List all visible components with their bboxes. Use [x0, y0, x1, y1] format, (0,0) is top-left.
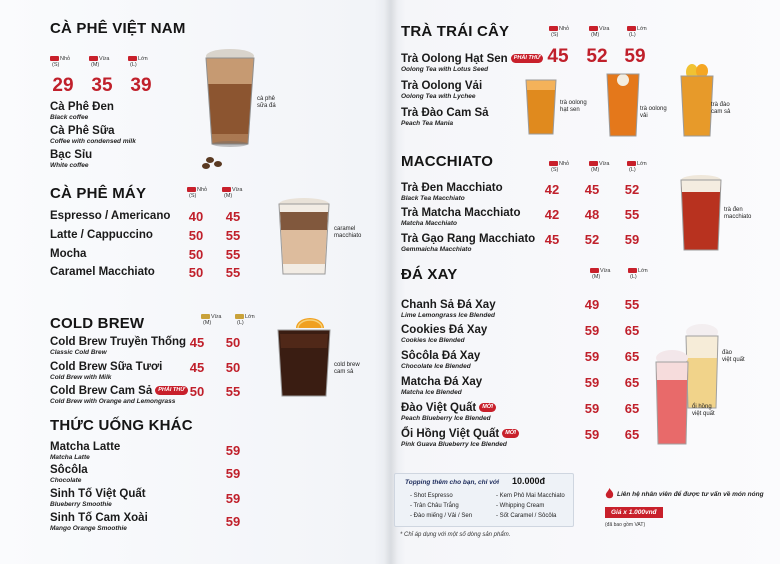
menu-item: Cà Phê Sữa Coffee with condensed milk: [50, 125, 136, 145]
price-m: 55: [225, 228, 241, 243]
menu-item: Cà Phê Đen Black coffee: [50, 101, 114, 121]
caption-tra-dao-cam-sa: trà đào cam sả: [711, 102, 731, 115]
footnote: * Chỉ áp dụng với một số dòng sản phẩm.: [400, 532, 511, 538]
price-l: 55: [624, 297, 640, 312]
size-header-m: Vừa (M): [592, 268, 611, 280]
topping-item: - Shot Espresso: [410, 493, 453, 499]
price: 59: [225, 443, 241, 458]
price-l: 59: [624, 46, 646, 67]
menu-item: Trà Matcha Macchiato Matcha Macchiato: [401, 207, 521, 227]
price-m: 59: [584, 401, 600, 416]
flame-icon: [605, 488, 614, 500]
price-m: 49: [584, 297, 600, 312]
menu-item: Sinh Tố Cam Xoài Mango Orange Smoothie: [50, 512, 148, 532]
menu-item: Cookies Đá Xay Cookies Ice Blended: [401, 324, 488, 344]
size-header-s: Nhỏ (S): [189, 187, 208, 199]
size-header-s: Nhỏ (S): [551, 26, 570, 38]
topping-title: Topping thêm cho bạn, chỉ với: [405, 479, 500, 486]
menu-item: Cold Brew Sữa Tươi Cold Brew with Milk: [50, 361, 163, 381]
price-s: 42: [544, 207, 560, 222]
size-header-m: Vừa (M): [591, 161, 610, 173]
price-l: 55: [624, 207, 640, 222]
caption-oi-hong-viet-quat: ổi hồng việt quất: [692, 404, 715, 417]
price-s: 29: [52, 75, 74, 96]
menu-item: Cold Brew Cam Sả PHẢI THỬ Cold Brew with Orange and Lemongrass: [50, 385, 188, 406]
section-title-cold-brew: COLD BREW: [50, 315, 145, 332]
caption-oolong-hat-sen: trà oolong hạt sen: [560, 100, 587, 113]
price-m: 52: [586, 46, 608, 67]
price-l: 65: [624, 401, 640, 416]
menu-item: Chanh Sả Đá Xay Lime Lemongrass Ice Blended: [401, 299, 496, 319]
oolong-lotus-tea-image: [523, 76, 559, 138]
size-header-m: Vừa (M): [203, 314, 222, 326]
price-l: 65: [624, 375, 640, 390]
section-title-thuc-uong-khac: THỨC UỐNG KHÁC: [50, 417, 193, 434]
price-m: 55: [225, 265, 241, 280]
price-l: 65: [624, 427, 640, 442]
price-s: 40: [188, 209, 204, 224]
cold-brew-cam-sa-image: [274, 318, 334, 404]
price-m: 50: [189, 384, 205, 399]
price-m: 59: [584, 427, 600, 442]
ice-blended-drinks-image: [650, 318, 728, 450]
price-l: 50: [225, 335, 241, 350]
price-l: 55: [225, 384, 241, 399]
price-s: 50: [188, 265, 204, 280]
menu-item: Ổi Hồng Việt Quất MỚI Pink Guava Blueberry Ice Blended: [401, 428, 519, 449]
price-m: 45: [189, 335, 205, 350]
menu-item: Bạc Sỉu White coffee: [50, 149, 93, 169]
size-header-m: Vừa (M): [224, 187, 243, 199]
caption-dao-viet-quat: đào việt quất: [722, 350, 745, 363]
price-m: 59: [584, 375, 600, 390]
price-m: 59: [584, 349, 600, 364]
price-s: 42: [544, 182, 560, 197]
section-title-tra-trai-cay: TRÀ TRÁI CÂY: [401, 23, 510, 40]
price: 59: [225, 514, 241, 529]
staff-note: Liên hệ nhân viên để được tư vấn về món nóng: [617, 491, 764, 498]
topping-item: - Whipping Cream: [496, 503, 545, 509]
size-header-s: Nhỏ (S): [52, 56, 71, 68]
caption-ca-phe-sua-da: cà phê sữa đá: [257, 96, 276, 109]
menu-item: Latte / Cappuccino: [50, 229, 153, 241]
menu-item: Đào Việt Quất MỚI Peach Blueberry Ice Blended: [401, 402, 496, 423]
menu-item: Sôcôla Đá Xay Chocolate Ice Blended: [401, 350, 481, 370]
price-m: 45: [225, 209, 241, 224]
price-m: 48: [584, 207, 600, 222]
vat-note: (đã bao gồm VAT): [605, 522, 646, 528]
price: 59: [225, 466, 241, 481]
menu-item: Trà Oolong Hạt Sen PHẢI THỬ Oolong Tea with Lotus Seed: [401, 53, 543, 74]
menu-item: Caramel Macchiato: [50, 266, 155, 278]
new-badge: MỚI: [479, 403, 496, 412]
price-m: 45: [584, 182, 600, 197]
size-header-s: Nhỏ (S): [551, 161, 570, 173]
topping-item: - Trân Châu Trắng: [410, 503, 459, 509]
menu-item: Matcha Latte Matcha Latte: [50, 441, 121, 461]
menu-item: Espresso / Americano: [50, 210, 171, 222]
topping-price: 10.000đ: [512, 476, 546, 486]
menu-item: Trà Gạo Rang Macchiato Gemmaicha Macchiato: [401, 233, 536, 253]
price-s: 45: [547, 46, 569, 67]
price: 59: [225, 491, 241, 506]
price-l: 65: [624, 349, 640, 364]
menu-item: Sinh Tố Việt Quất Blueberry Smoothie: [50, 488, 146, 508]
size-header-l: Lớn (L): [130, 56, 148, 68]
section-title-ca-phe-may: CÀ PHÊ MÁY: [50, 185, 147, 202]
price-m: 35: [91, 75, 113, 96]
menu-item: Trà Đen Macchiato Black Tea Macchiato: [401, 182, 503, 202]
topping-item: - Sốt Caramel / Sôcôla: [496, 513, 557, 519]
menu-item: Cold Brew Truyền Thống Classic Cold Brew: [50, 336, 187, 356]
menu-item: Trà Oolong Vải Oolong Tea with Lychee: [401, 80, 483, 100]
price-l: 50: [225, 360, 241, 375]
oolong-lychee-tea-image: [604, 70, 642, 140]
must-try-badge: PHẢI THỬ: [155, 386, 187, 395]
size-header-l: Lớn (L): [629, 161, 647, 173]
price-s: 50: [188, 247, 204, 262]
topping-item: - Đào miếng / Vải / Sen: [410, 513, 473, 519]
menu-item: Trà Đào Cam Sả Peach Tea Mania: [401, 107, 489, 127]
iced-milk-coffee-image: [196, 44, 266, 174]
unit-tag: Giá x 1.000vnđ: [605, 507, 663, 518]
caramel-macchiato-image: [274, 194, 334, 284]
price-l: 65: [624, 323, 640, 338]
size-header-l: Lớn (L): [629, 26, 647, 38]
section-title-da-xay: ĐÁ XAY: [401, 266, 458, 283]
price-m: 59: [584, 323, 600, 338]
price-l: 39: [130, 75, 152, 96]
size-header-m: Vừa (M): [591, 26, 610, 38]
must-try-badge: PHẢI THỬ: [511, 54, 543, 63]
price-m: 45: [189, 360, 205, 375]
size-header-l: Lớn (L): [237, 314, 255, 326]
menu-item: Matcha Đá Xay Matcha Ice Blended: [401, 376, 483, 396]
price-m: 52: [584, 232, 600, 247]
menu-item: Mocha: [50, 248, 87, 260]
new-badge: MỚI: [502, 429, 519, 438]
topping-item: - Kem Phô Mai Macchiato: [496, 493, 565, 499]
caption-cold-brew-cam-sa: cold brew cam sả: [334, 362, 360, 375]
section-title-ca-phe-viet-nam: CÀ PHÊ VIỆT NAM: [50, 20, 186, 37]
size-header-l: Lớn (L): [630, 268, 648, 280]
menu-item: Sôcôla Chocolate: [50, 464, 88, 484]
black-tea-macchiato-image: [678, 172, 724, 254]
price-s: 45: [544, 232, 560, 247]
section-title-macchiato: MACCHIATO: [401, 153, 494, 170]
price-l: 52: [624, 182, 640, 197]
caption-caramel-macchiato: caramel macchiato: [334, 226, 362, 239]
peach-tea-image: [678, 62, 716, 140]
caption-oolong-vai: trà oolong vải: [640, 106, 667, 119]
price-m: 55: [225, 247, 241, 262]
price-s: 50: [188, 228, 204, 243]
price-l: 59: [624, 232, 640, 247]
caption-tra-den-macchiato: trà đen macchiato: [724, 207, 752, 220]
size-header-m: Vừa (M): [91, 56, 110, 68]
